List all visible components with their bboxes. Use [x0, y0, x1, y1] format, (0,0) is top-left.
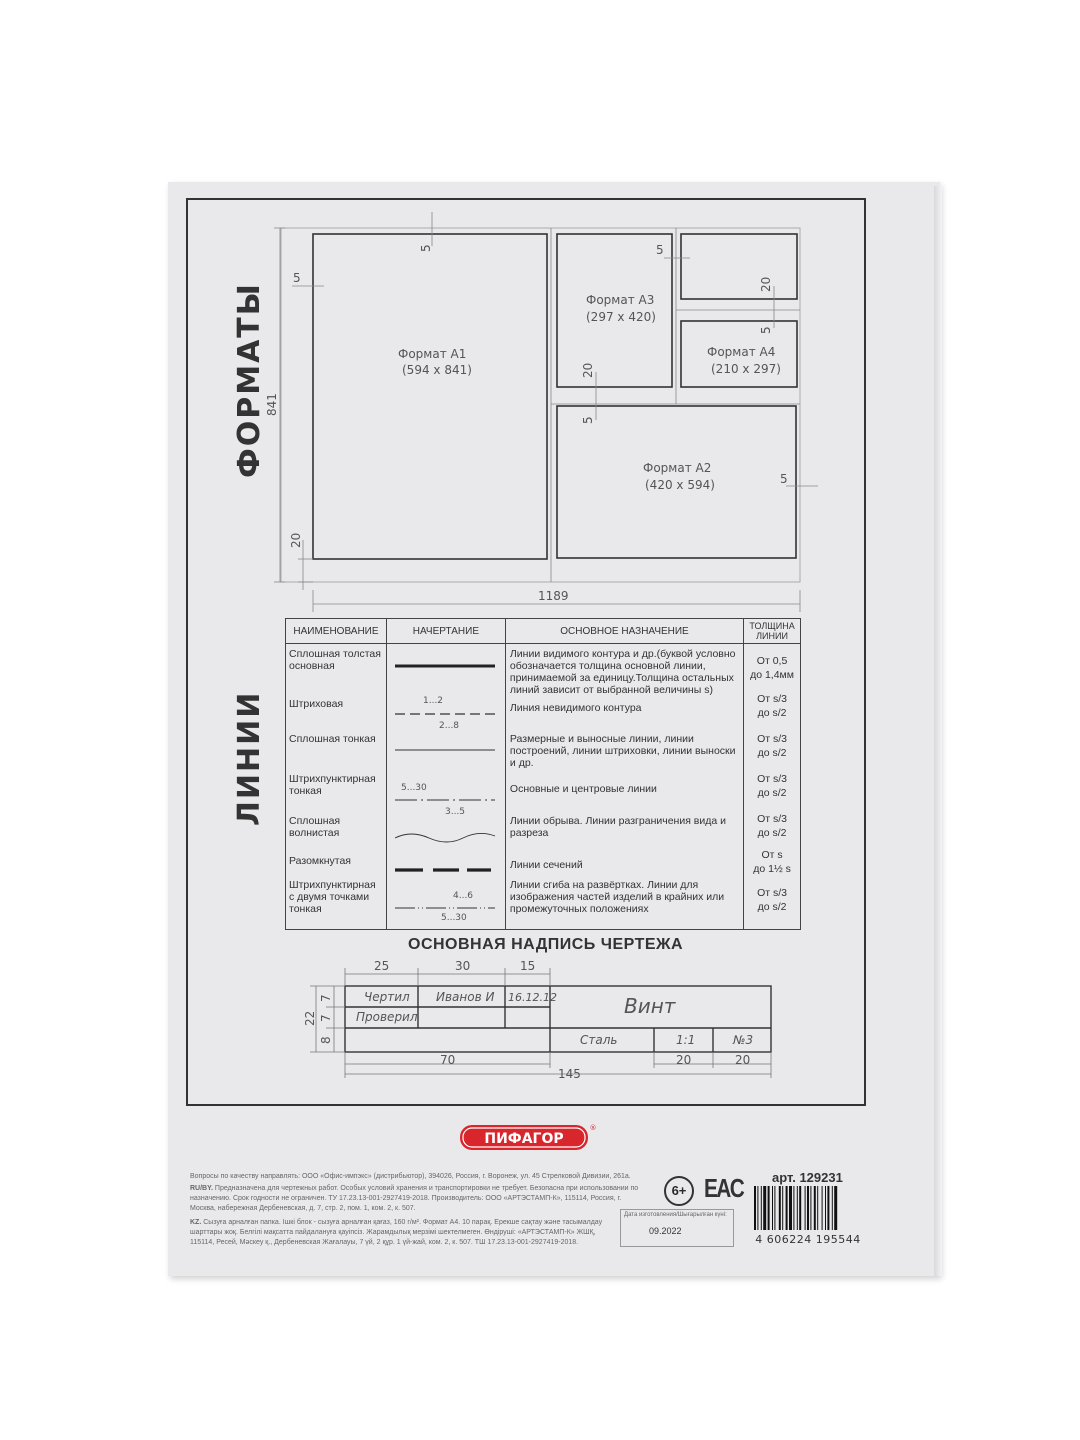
quality-contact: Вопросы по качеству направлять: ООО «Офис-импэкс» (дистрибьютор), 394026, Россия, г. Воронеж, ул. 45 Стрелковой Дивизии, 261а. [190, 1173, 631, 1180]
thickness-row [746, 848, 798, 886]
a1-label: Формат А1 [398, 347, 467, 361]
barcode-digits: 4 606224 195544 [755, 1233, 861, 1246]
margin-a3-a4: 5 [656, 243, 664, 257]
header-name: НАИМЕНОВАНИЕ [286, 619, 387, 644]
margin-a2-right: 5 [780, 472, 788, 486]
barcode-bar [772, 1186, 773, 1230]
barcode-bar [768, 1186, 770, 1230]
barcode-bar [807, 1186, 809, 1230]
thickness-row [746, 772, 798, 812]
col-25: 25 [374, 959, 390, 973]
margin-a1-top: 5 [419, 244, 433, 252]
lines-title: ЛИНИИ [232, 690, 267, 826]
header-thickness: ТОЛЩИНА ЛИНИИ [744, 619, 801, 644]
line-name: Сплошная волнистая [289, 815, 341, 839]
barcode-bar [754, 1186, 756, 1230]
thickness-row [746, 886, 798, 922]
col-15: 15 [520, 959, 536, 973]
table-body-row [286, 644, 801, 930]
a1-size: (594 x 841) [402, 363, 472, 377]
barcode-bar [786, 1186, 788, 1230]
sheet-number: №3 [733, 1033, 754, 1047]
formats-diagram [0, 0, 1080, 640]
dashdot-dim-2: 3...5 [444, 807, 465, 817]
thickness-to: до s/2 [757, 901, 787, 913]
barcode-bar [774, 1186, 775, 1230]
names-cell [286, 644, 387, 930]
outer-dimension-rect [281, 228, 800, 582]
barcode-bar [805, 1186, 806, 1230]
line-name: Штрихпунктирная тонкая [289, 773, 376, 797]
dim-20-a: 20 [676, 1053, 692, 1067]
a2-label: Формат А2 [643, 461, 712, 475]
barcode-bar [834, 1186, 837, 1230]
line-purpose: Линии обрыва. Линии разграничения вида и разреза [509, 815, 727, 839]
thickness-from: От s/3 [757, 693, 787, 705]
barcode-bar [825, 1186, 826, 1230]
brand-logo [458, 1122, 598, 1152]
two-dot-dim-2: 5...30 [440, 913, 467, 923]
header-style: НАЧЕРТАНИЕ [386, 619, 505, 644]
thickness-from: От s/3 [757, 733, 787, 745]
author-name: Иванов И [436, 990, 495, 1004]
barcode-bar [789, 1186, 792, 1230]
manufacture-date-label: Дата изготовления/Шығарылған күні: [624, 1212, 727, 1218]
barcode-bar [797, 1186, 798, 1230]
line-name: Сплошная толстая основная [289, 648, 381, 672]
margin-a1-left: 5 [293, 271, 301, 285]
dashed-dim-1: 1...2 [422, 696, 443, 706]
barcode-bar [827, 1186, 829, 1230]
margin-a4-gap: 5 [759, 326, 773, 334]
height-dimension: 841 [265, 393, 279, 416]
lines-table [285, 618, 801, 930]
line-name: Штрихпунктирная с двумя точками тонкая [289, 879, 376, 915]
barcode [752, 1184, 864, 1246]
line-purpose: Линии видимого контура и др.(буквой условно обозначается толщина основной линии, принимаемой за единицу.Толщина остальных линий зависит от выбранной величины s) [509, 648, 736, 696]
thickness-to: до s/2 [757, 747, 787, 759]
ru-text: Предназначена для чертежных работ. Особых условий хранения и транспортировки не требует. Безопасна при использовании по назначению. Срок годности не ограничен. ТУ 17.23.13-001-2927419-2018. Производитель: ООО «АРТЭСТАМП-К», 115114, Россия, г. Москва, набережная Дербеневская, д. 7, стр. 2, пом. 1, ком. 2, к. 507. [190, 1185, 639, 1212]
thickness-to: до 1,4мм [750, 669, 794, 681]
kz-label: KZ. [190, 1219, 202, 1226]
age-rating-badge: 6+ [664, 1176, 694, 1206]
dashdot-dim-1: 5...30 [400, 783, 427, 793]
drawing-date: 16.12.12 [508, 991, 557, 1004]
margin-a2-top: 5 [581, 416, 595, 424]
kz-text: Сызуға арналған папка. Ішкі блок - сызуға арналған қағаз, 160 г/м². Формат А4. 10 парақ. Ерекше сақтау және тасымалдау шарттары жоқ. Белгілі мақсатта пайдалануға қауіпсіз. Жарамдылық мерзімі шектелмеген. Өндіруші: «АРТЭСТАМП-К» ЖШҚ, 115114, Ресей, Мәскеу қ., Дербеневская Жағалауы, 7 үй, 2 құр. 1 үй-жай, ком. 2, к. 507. ТШ 17.23.13-001-2927419-2018. [190, 1219, 603, 1246]
brand-reg-mark: ® [589, 1124, 597, 1132]
barcode-bar [779, 1186, 781, 1230]
barcode-bar [814, 1186, 816, 1230]
margin-a1-bottom: 20 [289, 532, 303, 548]
dim-7-b: 7 [319, 1014, 333, 1022]
ru-info [190, 1184, 640, 1214]
title-block-diagram [0, 950, 1080, 1090]
line-purpose: Линия невидимого контура [509, 702, 642, 714]
dim-20-b: 20 [735, 1053, 751, 1067]
margin-a3-bottom: 20 [581, 362, 595, 378]
thickness-from: От s/3 [757, 887, 787, 899]
thickness-to: до 1½ s [753, 863, 791, 875]
eac-mark: EAC [704, 1173, 744, 1203]
brand-logo-text: ПИФАГОР [484, 1131, 564, 1147]
barcode-bar [763, 1186, 766, 1230]
barcode-bar [832, 1186, 833, 1230]
a4-label: Формат А4 [707, 345, 776, 359]
formats-title: ФОРМАТЫ [232, 282, 267, 478]
barcode-bar [817, 1186, 818, 1230]
styles-cell [386, 644, 505, 930]
barcode-bar [757, 1186, 758, 1230]
dim-145: 145 [558, 1067, 581, 1081]
format-a4-top-rect [681, 234, 797, 299]
manufacture-date: 09.2022 [649, 1226, 682, 1236]
margin-a4-top: 20 [759, 276, 773, 292]
a3-label: Формат А3 [586, 293, 655, 307]
stamp-heading: ОСНОВНАЯ НАДПИСЬ ЧЕРТЕЖА [408, 936, 684, 953]
material: Сталь [580, 1033, 618, 1047]
dim-70: 70 [440, 1053, 456, 1067]
line-name: Разомкнутая [289, 855, 351, 867]
line-name: Штриховая [289, 698, 344, 710]
two-dot-dim-1: 4...6 [452, 891, 473, 901]
dim-22: 22 [303, 1010, 317, 1026]
format-a1-rect [313, 234, 547, 559]
checked-label: Проверил [356, 1010, 418, 1024]
thickness-row [746, 648, 798, 692]
barcode-bar [822, 1186, 823, 1230]
line-purpose: Линии сечений [509, 859, 583, 871]
thickness-from: От s [761, 849, 783, 861]
thickness-row [746, 812, 798, 848]
scale: 1:1 [676, 1033, 696, 1047]
dim-8: 8 [319, 1036, 333, 1044]
thickness-from: От s/3 [757, 773, 787, 785]
purposes-cell [505, 644, 743, 930]
col-30: 30 [455, 959, 471, 973]
drawing-title: Винт [624, 994, 676, 1018]
barcode-bar [799, 1186, 801, 1230]
line-purpose: Линии сгиба на развёртках. Линии для изображения частей изделий в крайних или промежуточных положениях [509, 879, 725, 915]
kz-info [190, 1218, 620, 1248]
thickness-row [746, 692, 798, 732]
line-purpose: Размерные и выносные линии, линии построений, линии штриховки, линии выноски и др. [509, 733, 736, 769]
dashed-dim-2: 2...8 [438, 721, 459, 731]
manufacture-date-box [620, 1209, 734, 1247]
header-purpose: ОСНОВНОЕ НАЗНАЧЕНИЕ [505, 619, 743, 644]
barcode-bar [782, 1186, 783, 1230]
line-styles-svg [387, 644, 505, 926]
thickness-to: до s/2 [757, 827, 787, 839]
width-dimension: 1189 [538, 589, 569, 603]
line-name: Сплошная тонкая [289, 733, 376, 745]
thickness-from: От 0,5 [756, 655, 788, 667]
a2-size: (420 x 594) [645, 478, 715, 492]
wavy-line-sample [395, 833, 495, 842]
a4-size: (210 x 297) [711, 362, 781, 376]
barcode-bar [761, 1186, 762, 1230]
drew-label: Чертил [364, 990, 410, 1004]
table-header-row [286, 619, 801, 644]
barcode-bar [793, 1186, 794, 1230]
a3-size: (297 x 420) [586, 310, 656, 324]
line-purpose: Основные и центровые линии [509, 783, 657, 795]
barcode-bar [810, 1186, 811, 1230]
thickness-from: От s/3 [757, 813, 787, 825]
dim-7-a: 7 [319, 994, 333, 1002]
thickness-to: до s/2 [757, 787, 787, 799]
thickness-row [746, 732, 798, 772]
article-number: арт. 129231 [772, 1170, 843, 1185]
ru-label: RU/BY. [190, 1185, 213, 1192]
thickness-cell [744, 644, 801, 930]
thickness-to: до s/2 [757, 707, 787, 719]
